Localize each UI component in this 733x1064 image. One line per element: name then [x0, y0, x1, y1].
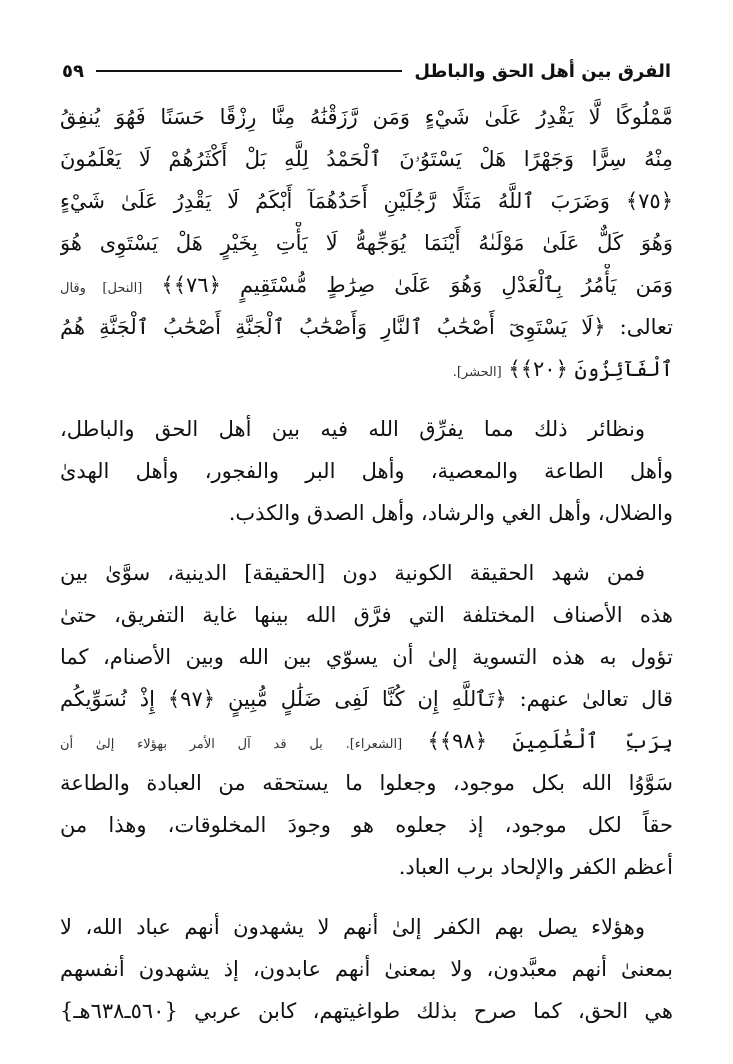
text-line: أعظم الكفر والإلحاد برب العباد.	[398, 855, 673, 879]
text-line: قال تعالىٰ عنهم: ﴿تَٱللَّهِ إِن كُنَّا لَفِى ضَلَٰلٍ مُّبِينٍ ﴿٩٧﴾ إِذْ نُسَوِّيكُم	[60, 687, 673, 711]
verse-text: وَمَن يَأْمُرُ بِٱلْعَدْلِ وَهُوَ عَلَىٰ صِرَٰطٍ مُّسْتَقِيمٍ ﴿٧٦﴾﴾	[161, 273, 673, 297]
text-line: حقاً لكل موجود، إذ جعلوه هو وجودَ المخلوقات، وهذا من	[60, 813, 673, 837]
text-line: ﴿٧٥﴾ وَضَرَبَ ٱللَّهُ مَثَلًا رَّجُلَيْنِ أَحَدُهُمَآ أَبْكَمُ لَا يَقْدِرُ عَلَىٰ شَيْءٍ	[60, 189, 673, 213]
text-line	[60, 264, 673, 306]
text-line: تؤول به هذه التسوية إلىٰ أن يسوّي بين الله وبين الأصنام، كما	[60, 645, 673, 669]
text-line: والضلال، وأهل الغي والرشاد، وأهل الصدق والكذب.	[228, 501, 673, 525]
text-line: هي الحق، كما صرح بذلك طواغيتهم، كابن عربي {٥٦٠ـ٦٣٨هـ}	[60, 999, 673, 1023]
text-line: وَهُوَ كَلٌّ عَلَىٰ مَوْلَىٰهُ أَيْنَمَا يُوَجِّههُّ لَا يَأْتِ بِخَيْرٍ هَلْ يَسْتَوِى هُوَ	[60, 231, 673, 255]
paragraph-gap	[60, 534, 673, 552]
surah-reference: [الحشر].	[452, 365, 502, 380]
text-line: فمن شهد الحقيقة الكونية دون [الحقيقة] الدينية، سوَّىٰ بين	[60, 561, 645, 585]
paragraph-gap	[60, 888, 673, 906]
verse-text: بِرَبِّ ٱلْعَٰلَمِينَ ﴿٩٨﴾﴾	[427, 729, 673, 753]
running-header	[62, 54, 671, 88]
surah-reference: [الشعراء]. بل قد آل الأمر بهؤلاء إلىٰ أن	[60, 737, 403, 752]
text-line: بمعنىٰ أنهم معبَّدون، ولا بمعنىٰ أنهم عابدون، إذ يشهدون أنفسهم	[60, 957, 673, 981]
page-number: ٥٩	[62, 60, 84, 82]
text-line	[60, 348, 673, 390]
paragraph	[60, 552, 673, 888]
paragraph	[60, 408, 673, 534]
text-line: مِنْهُ سِرًّا وَجَهْرًا هَلْ يَسْتَوُۥنَ ٱلْحَمْدُ لِلَّهِ بَلْ أَكْثَرُهُمْ لَا يَعْلَمُونَ	[60, 147, 673, 171]
text-line: وهؤلاء يصل بهم الكفر إلىٰ أنهم لا يشهدون أنهم عباد الله، لا	[60, 915, 645, 939]
paragraph-gap	[60, 390, 673, 408]
header-rule	[96, 70, 402, 72]
text-line: تعالى: ﴿لَا يَسْتَوِىٓ أَصْحَٰبُ ٱلنَّارِ وَأَصْحَٰبُ ٱلْجَنَّةِ أَصْحَٰبُ ٱلْجَنَّةِ هُمُ	[60, 315, 673, 339]
text-line: مَّمْلُوكًا لَّا يَقْدِرُ عَلَىٰ شَيْءٍ وَمَن رَّزَقْنَٰهُ مِنَّا رِزْقًا حَسَنًا فَهُوَ يُنفِقُ	[60, 105, 673, 129]
text-line: وأهل الطاعة والمعصية، وأهل البر والفجور، وأهل الهدىٰ	[60, 459, 673, 483]
surah-reference: [النحل] وقال	[60, 281, 143, 296]
text-line: هذه الأصناف المختلفة التي فرَّق الله بينها غاية التفريق، حتىٰ	[60, 603, 673, 627]
page-body	[60, 96, 673, 1032]
verse-text: ٱلْفَآئِزُونَ ﴿٢٠﴾﴾	[508, 357, 673, 381]
text-line	[60, 720, 673, 762]
verse-block	[60, 96, 673, 390]
paragraph	[60, 906, 673, 1032]
text-line: سَوَّوُا الله بكل موجود، وجعلوا ما يستحقه من العبادة والطاعة	[60, 771, 673, 795]
header-title: الفرق بين أهل الحق والباطل	[414, 60, 671, 82]
text-line: ونظائر ذلك مما يفرِّق الله فيه بين أهل الحق والباطل،	[60, 417, 645, 441]
